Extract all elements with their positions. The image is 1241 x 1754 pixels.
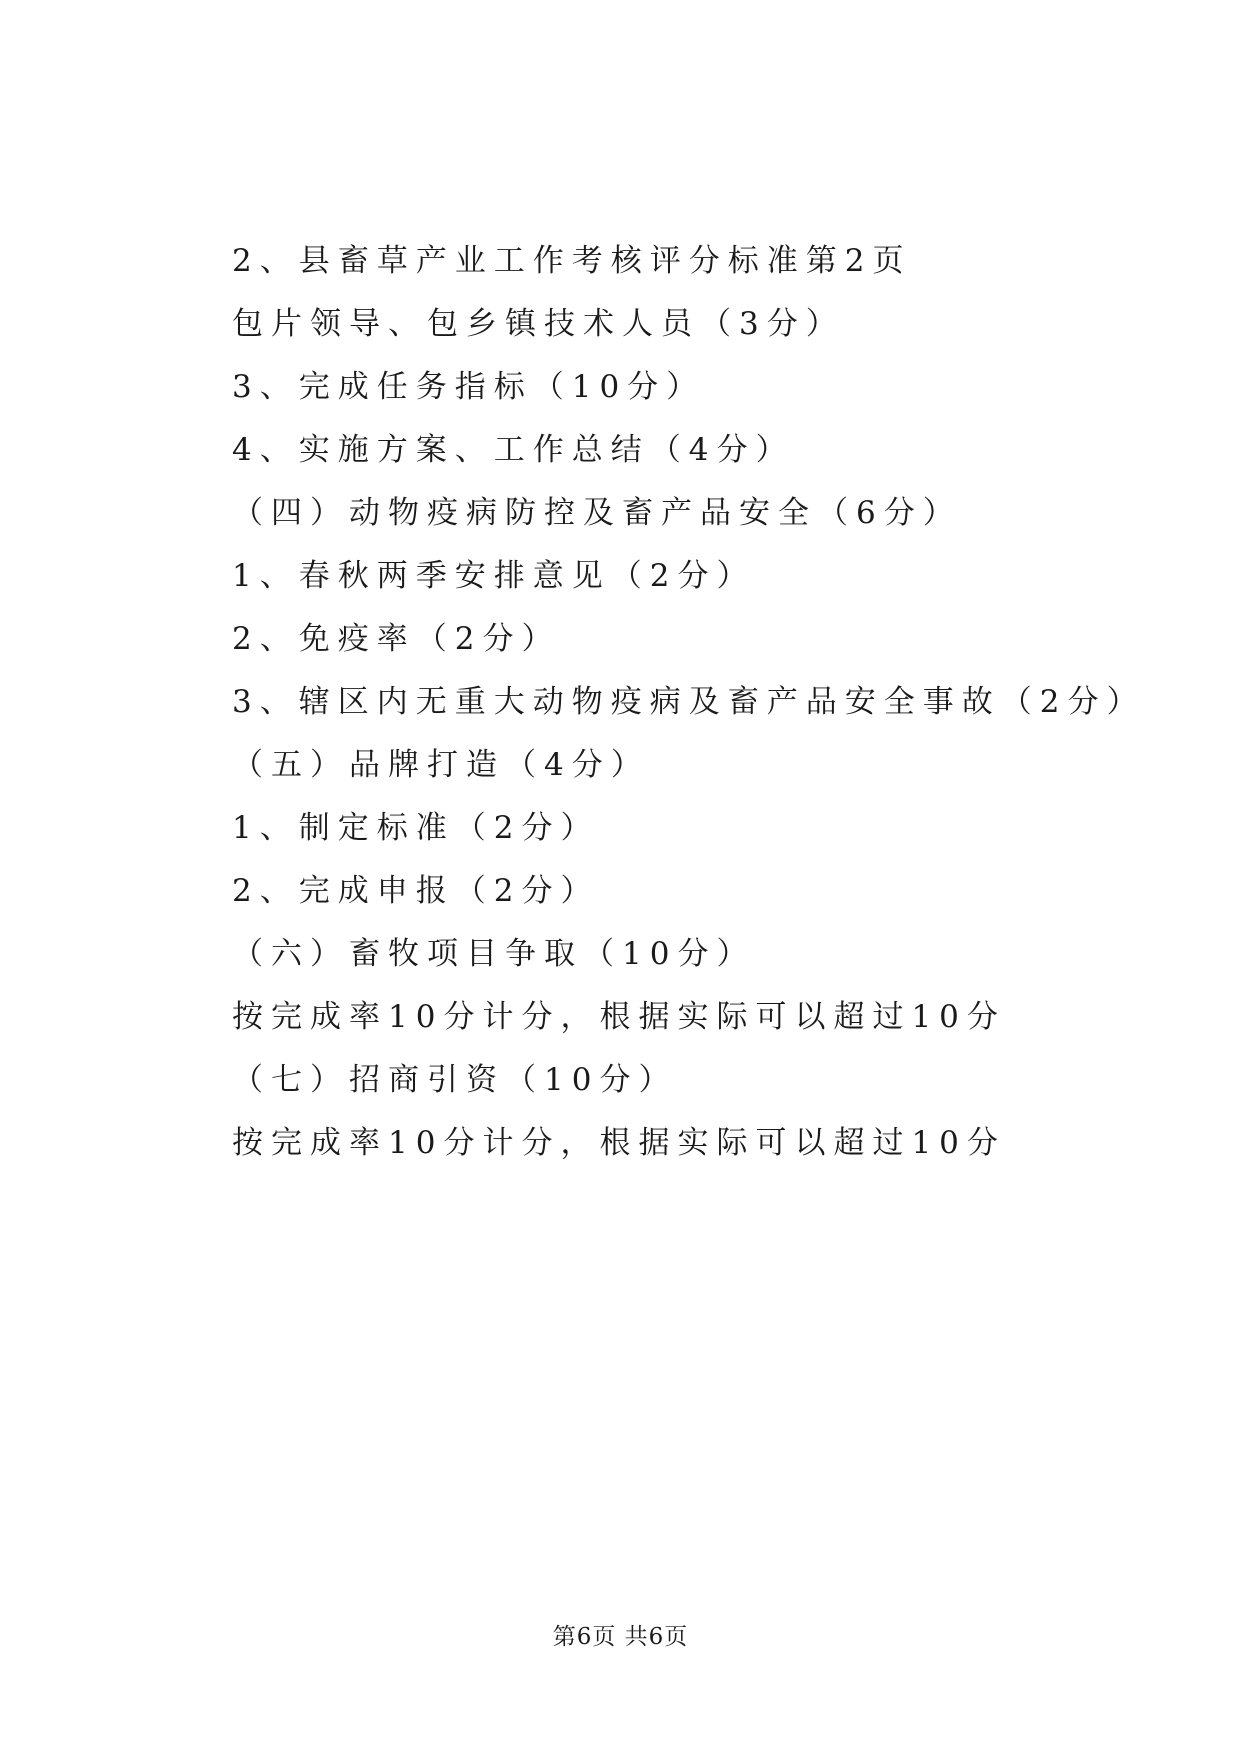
body-line: 2、县畜草产业工作考核评分标准第2页 [232,243,912,279]
section-heading: （五）品牌打造（4分） [232,747,650,783]
body-line: 3、完成任务指标（10分） [232,369,706,405]
body-line: 2、免疫率（2分） [232,621,561,657]
section-heading: （六）畜牧项目争取（10分） [232,936,756,972]
body-line: 1、春秋两季安排意见（2分） [232,558,756,594]
section-heading: （四）动物疫病防控及畜产品安全（6分） [232,495,962,531]
document-body [232,230,1146,1175]
body-line: 3、辖区内无重大动物疫病及畜产品安全事故（2分） [232,684,1146,720]
body-line: 包片领导、包乡镇技术人员（3分） [232,306,845,342]
body-line: 2、完成申报（2分） [232,873,600,909]
section-heading: （七）招商引资（10分） [232,1062,678,1098]
body-line: 按完成率10分计分，根据实际可以超过10分 [232,1125,1006,1161]
body-line: 1、制定标准（2分） [232,810,600,846]
body-line: 4、实施方案、工作总结（4分） [232,432,795,468]
body-line: 按完成率10分计分，根据实际可以超过10分 [232,999,1006,1035]
page-footer: 第6页 共6页 [552,1624,689,1650]
